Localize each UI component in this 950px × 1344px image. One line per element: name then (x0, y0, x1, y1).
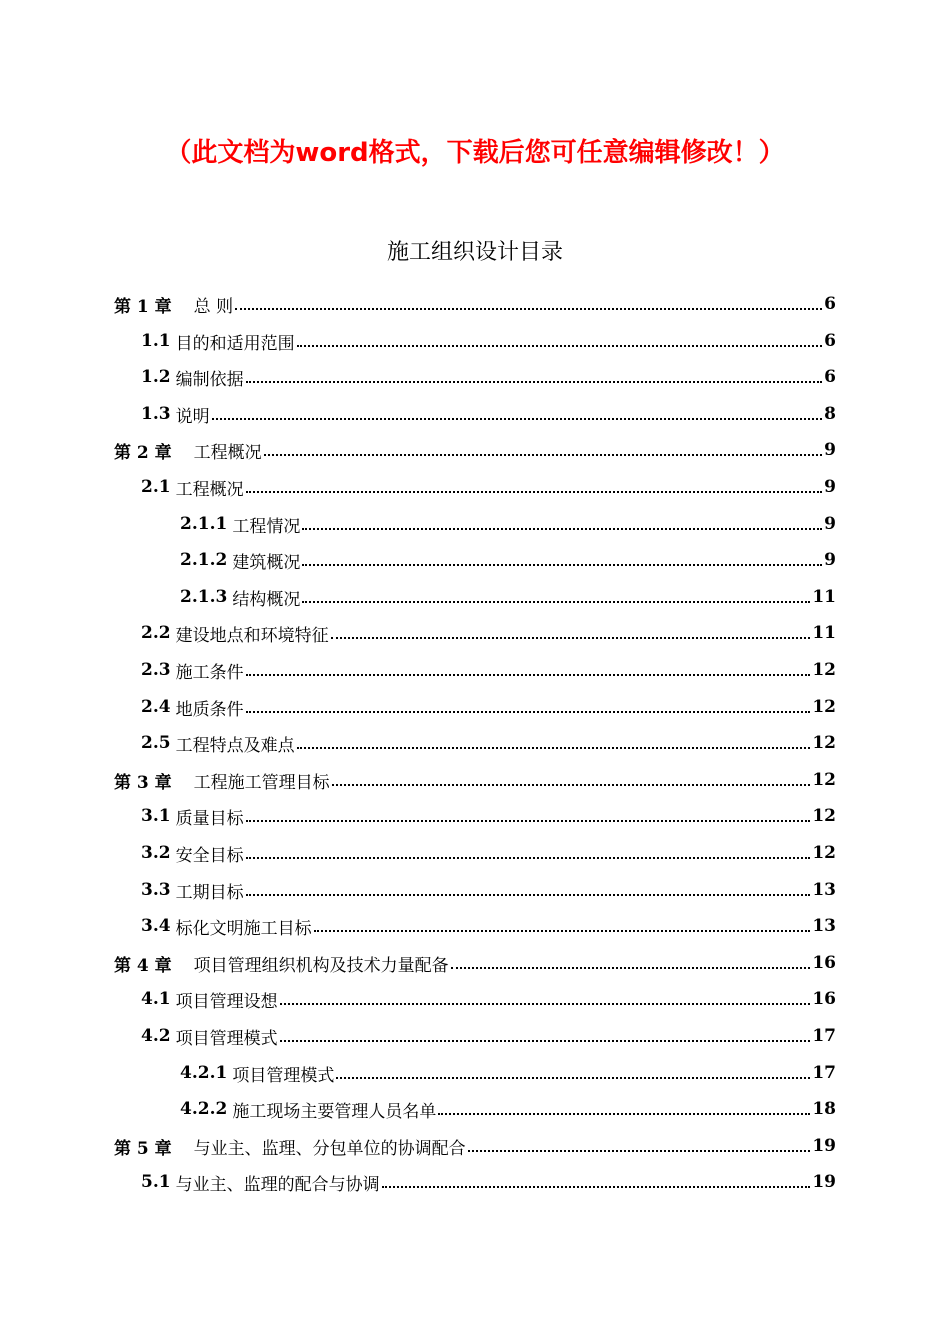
toc-entry[interactable] (141, 396, 836, 432)
toc-entry-page: 6 (824, 367, 836, 387)
toc-dot-leader (212, 404, 823, 424)
toc-entry-number: 第 1 章 (114, 296, 172, 317)
toc-entry-page: 12 (812, 806, 836, 826)
toc-entry-number: 2.4 (141, 697, 171, 717)
toc-entry-title: 工期目标 (175, 882, 244, 903)
toc-entry-number: 第 4 章 (114, 955, 172, 976)
toc-entry-number: 2.2 (141, 623, 171, 643)
toc-dot-leader (302, 550, 822, 570)
toc-entry-page: 12 (812, 660, 836, 680)
toc-entry-title: 标化文明施工目标 (175, 918, 312, 939)
toc-entry-number: 2.1.3 (180, 587, 228, 607)
toc-entry-title: 项目管理模式 (175, 1028, 278, 1049)
toc-entry-number: 2.1 (141, 477, 171, 497)
toc-entry[interactable] (114, 432, 836, 468)
toc-entry-title: 地质条件 (175, 699, 244, 720)
word-format-notice: （此文档为word格式，下载后您可任意编辑修改！） (165, 138, 785, 168)
toc-entry-page: 13 (812, 916, 836, 936)
toc-entry-number: 3.3 (141, 880, 171, 900)
toc-entry[interactable] (141, 981, 836, 1017)
toc-entry[interactable] (141, 908, 836, 944)
toc-entry-page: 16 (812, 953, 836, 973)
toc-entry[interactable] (180, 506, 836, 542)
toc-entry-number: 5.1 (141, 1172, 171, 1192)
toc-entry-title: 工程施工管理目标 (193, 772, 330, 793)
toc-entry-page: 12 (812, 843, 836, 863)
toc-entry-number: 3.4 (141, 916, 171, 936)
toc-dot-leader (302, 514, 822, 534)
toc-entry-title: 工程概况 (193, 442, 262, 463)
toc-entry-title: 安全目标 (175, 845, 244, 866)
toc-dot-leader (246, 660, 811, 680)
toc-entry[interactable] (141, 725, 836, 761)
toc-dot-leader (314, 916, 811, 936)
toc-entry-title: 施工条件 (175, 662, 244, 683)
toc-entry-title: 结构概况 (232, 589, 301, 610)
toc-dot-leader (264, 440, 822, 460)
toc-dot-leader (332, 770, 811, 790)
toc-dot-leader (336, 1063, 810, 1083)
toc-entry-number: 4.2.2 (180, 1099, 228, 1119)
toc-entry-number: 第 2 章 (114, 442, 172, 463)
toc-dot-leader (280, 1026, 811, 1046)
toc-entry-number: 2.1.2 (180, 550, 228, 570)
toc-entry-title: 编制依据 (175, 369, 244, 390)
toc-entry[interactable] (141, 359, 836, 395)
toc-entry-title: 总 则 (193, 296, 234, 317)
toc-entry[interactable] (114, 762, 836, 798)
toc-dot-leader (382, 1172, 811, 1192)
toc-entry[interactable] (141, 1164, 836, 1200)
toc-entry-page: 11 (812, 587, 836, 607)
toc-dot-leader (246, 806, 811, 826)
toc-entry-page: 9 (824, 440, 836, 460)
toc-entry[interactable] (141, 652, 836, 688)
toc-entry[interactable] (141, 835, 836, 871)
toc-entry-title: 与业主、监理的配合与协调 (175, 1174, 380, 1195)
toc-entry[interactable] (141, 323, 836, 359)
toc-dot-leader (468, 1136, 811, 1156)
toc-entry-page: 13 (812, 880, 836, 900)
toc-entry-page: 19 (812, 1172, 836, 1192)
toc-dot-leader (302, 587, 810, 607)
toc-entry-title: 工程情况 (232, 516, 301, 537)
toc-entry-title: 施工现场主要管理人员名单 (232, 1101, 437, 1122)
toc-entry-title: 项目管理设想 (175, 991, 278, 1012)
toc-entry[interactable] (141, 689, 836, 725)
toc-entry-page: 12 (812, 733, 836, 753)
toc-entry-title: 建设地点和环境特征 (175, 625, 329, 646)
toc-entry-title: 与业主、监理、分包单位的协调配合 (193, 1138, 466, 1159)
toc-dot-leader (280, 989, 811, 1009)
toc-entry-number: 3.1 (141, 806, 171, 826)
toc-dot-leader (246, 367, 823, 387)
toc-dot-leader (246, 880, 811, 900)
toc-dot-leader (235, 294, 822, 314)
toc-entry-title: 质量目标 (175, 808, 244, 829)
toc-entry-number: 2.3 (141, 660, 171, 680)
toc-entry-number: 1.3 (141, 404, 171, 424)
toc-entry-number: 1.1 (141, 331, 171, 351)
toc-entry-page: 11 (812, 623, 836, 643)
toc-entry-number: 3.2 (141, 843, 171, 863)
toc-dot-leader (438, 1099, 810, 1119)
toc-entry-title: 目的和适用范围 (175, 333, 295, 354)
toc-entry-page: 6 (824, 294, 836, 314)
toc-entry-page: 19 (812, 1136, 836, 1156)
toc-entry-page: 9 (824, 477, 836, 497)
toc-entry[interactable] (180, 579, 836, 615)
toc-entry-page: 17 (812, 1063, 836, 1083)
toc-entry-page: 17 (812, 1026, 836, 1046)
toc-entry-number: 4.1 (141, 989, 171, 1009)
toc-entry[interactable] (180, 1091, 836, 1127)
toc-entry-number: 2.5 (141, 733, 171, 753)
toc-dot-leader (297, 733, 811, 753)
toc-dot-leader (246, 697, 811, 717)
toc-entry[interactable] (141, 872, 836, 908)
toc-entry[interactable] (114, 286, 836, 322)
toc-entry-title: 项目管理组织机构及技术力量配备 (193, 955, 449, 976)
toc-entry[interactable] (180, 542, 836, 578)
toc-entry-title: 工程概况 (175, 479, 244, 500)
toc-entry-page: 6 (824, 331, 836, 351)
toc-dot-leader (331, 623, 811, 643)
toc-entry[interactable] (180, 1055, 836, 1091)
toc-entry-page: 8 (824, 404, 836, 424)
toc-dot-leader (246, 843, 811, 863)
toc-entry-page: 18 (812, 1099, 836, 1119)
toc-entry[interactable] (114, 945, 836, 981)
toc-entry-number: 4.2 (141, 1026, 171, 1046)
toc-entry-number: 1.2 (141, 367, 171, 387)
toc-entry-number: 第 3 章 (114, 772, 172, 793)
toc-title: 施工组织设计目录 (386, 240, 563, 265)
toc-entry-title: 工程特点及难点 (175, 735, 295, 756)
toc-entry-title: 项目管理模式 (232, 1065, 335, 1086)
toc-entry-page: 12 (812, 697, 836, 717)
toc-dot-leader (297, 331, 823, 351)
toc-entry-number: 4.2.1 (180, 1063, 228, 1083)
toc-entry-page: 9 (824, 514, 836, 534)
toc-entry-number: 第 5 章 (114, 1138, 172, 1159)
toc-entry[interactable] (141, 615, 836, 651)
toc-entry-title: 建筑概况 (232, 552, 301, 573)
toc-entry[interactable] (141, 469, 836, 505)
toc-entry-page: 9 (824, 550, 836, 570)
toc-entry-page: 12 (812, 770, 836, 790)
toc-dot-leader (246, 477, 823, 497)
toc-entry[interactable] (141, 1018, 836, 1054)
toc-entry-page: 16 (812, 989, 836, 1009)
toc-dot-leader (451, 953, 811, 973)
toc-entry-number: 2.1.1 (180, 514, 228, 534)
toc-entry-title: 说明 (175, 406, 210, 427)
toc-entry[interactable] (114, 1128, 836, 1164)
toc-entry[interactable] (141, 798, 836, 834)
